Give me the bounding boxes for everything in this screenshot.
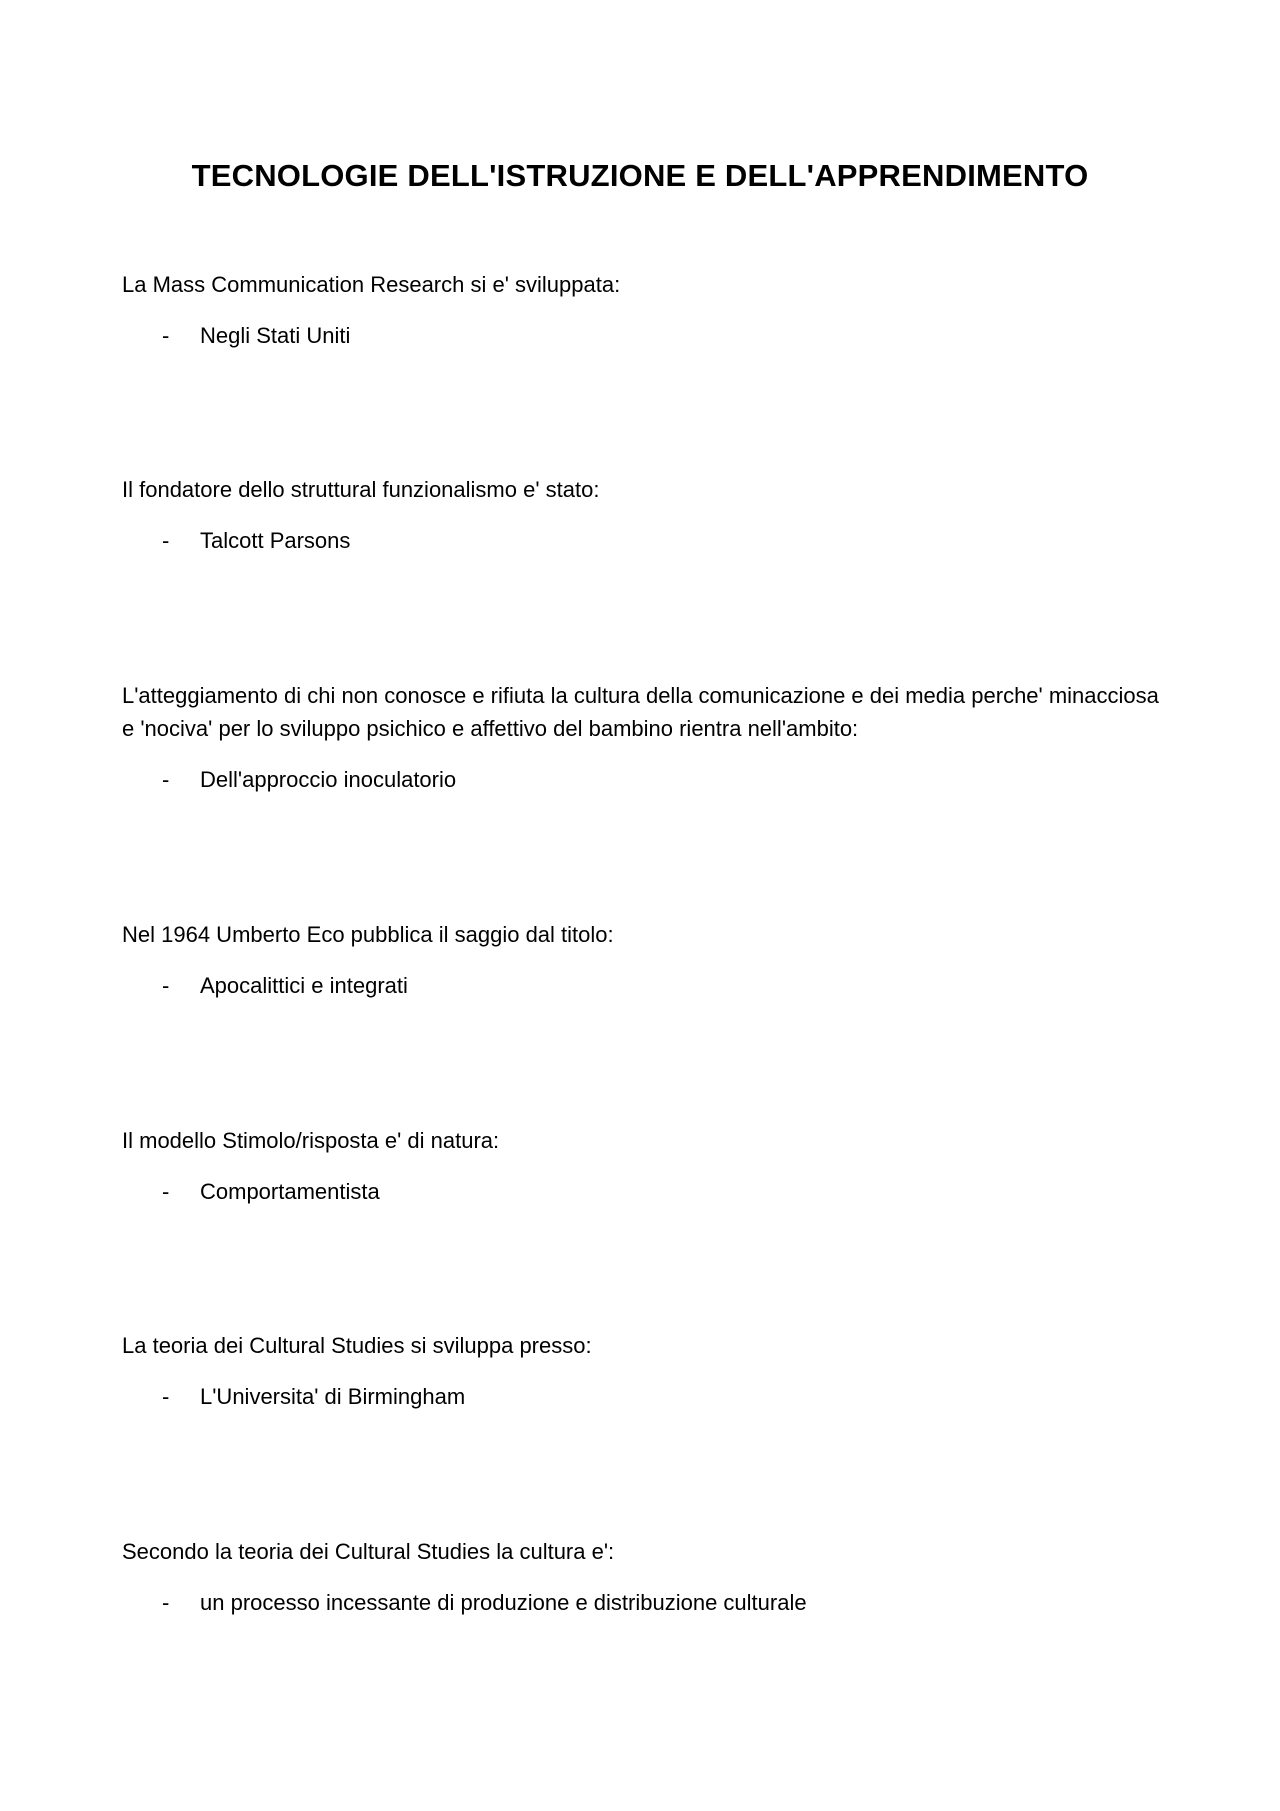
answer-line	[122, 969, 1162, 1002]
answer-line	[122, 1586, 1162, 1619]
bullet-dash: -	[162, 1384, 170, 1409]
question-text: Nel 1964 Umberto Eco pubblica il saggio dal titolo:	[122, 922, 614, 947]
answer-text: Apocalittici e integrati	[200, 973, 408, 998]
bullet-dash: -	[162, 323, 170, 348]
qa-item	[122, 1535, 1162, 1619]
qa-item	[122, 679, 1162, 796]
answer-text: Talcott Parsons	[200, 528, 351, 553]
question-text: Il fondatore dello struttural funzionalismo e' stato:	[122, 477, 600, 502]
qa-item	[122, 268, 1162, 352]
answer-line	[122, 763, 1162, 796]
answer-text: Dell'approccio inoculatorio	[200, 767, 457, 792]
question-text: La teoria dei Cultural Studies si sviluppa presso:	[122, 1333, 592, 1358]
bullet-dash: -	[162, 1590, 170, 1615]
question-text: Secondo la teoria dei Cultural Studies la cultura e':	[122, 1539, 615, 1564]
qa-item	[122, 918, 1162, 1002]
answer-text: L'Universita' di Birmingham	[200, 1384, 466, 1409]
question-text: La Mass Communication Research si e' sviluppata:	[122, 272, 621, 297]
question-text: L'atteggiamento di chi non conosce e rifiuta la cultura della comunicazione e dei media perche' minacciosa e 'nociva' per lo sviluppo psichico e affettivo del bambino rientra nell'ambito:	[122, 683, 1159, 741]
answer-text: un processo incessante di produzione e distribuzione culturale	[200, 1590, 807, 1615]
answer-line	[122, 524, 1162, 557]
qa-item	[122, 473, 1162, 557]
bullet-dash: -	[162, 1179, 170, 1204]
answer-line	[122, 1175, 1162, 1208]
bullet-dash: -	[162, 528, 170, 553]
qa-item	[122, 1329, 1162, 1413]
question-text: Il modello Stimolo/risposta e' di natura:	[122, 1128, 500, 1153]
answer-text: Negli Stati Uniti	[200, 323, 351, 348]
answer-line	[122, 1380, 1162, 1413]
qa-item	[122, 1124, 1162, 1208]
bullet-dash: -	[162, 767, 170, 792]
document-title: TECNOLOGIE DELL'ISTRUZIONE E DELL'APPRENDIMENTO	[191, 158, 1089, 193]
answer-text: Comportamentista	[200, 1179, 380, 1204]
bullet-dash: -	[162, 973, 170, 998]
answer-line	[122, 319, 1162, 352]
